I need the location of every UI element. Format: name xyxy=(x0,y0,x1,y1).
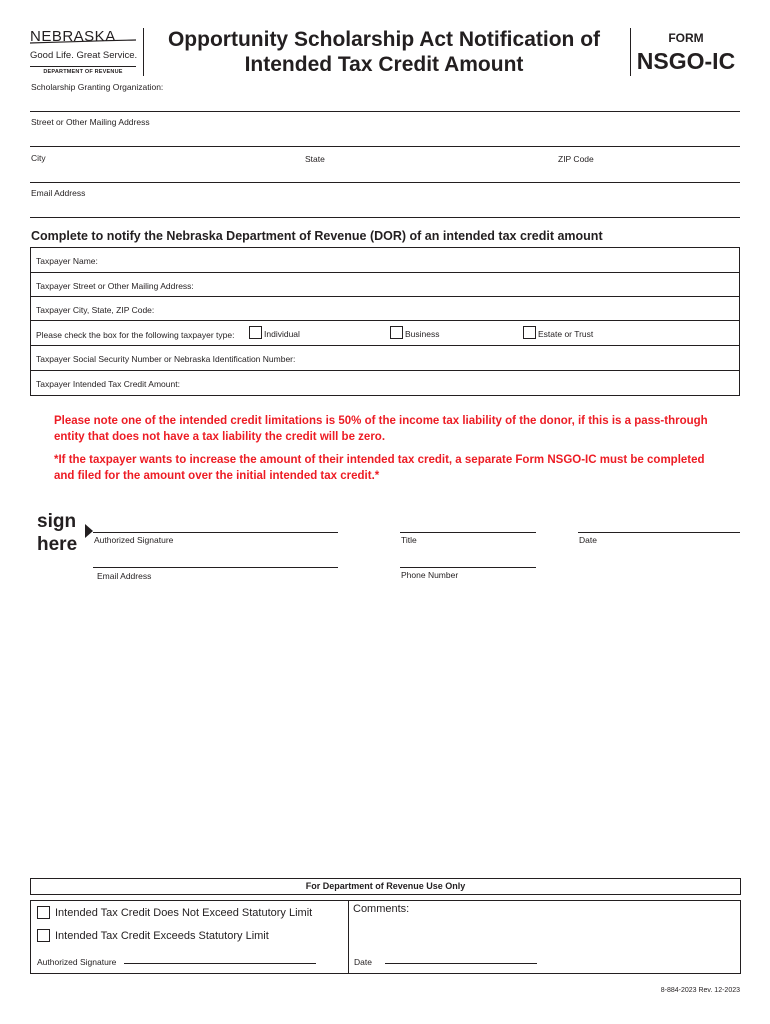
sgo-zip-label: ZIP Code xyxy=(558,154,594,164)
nebraska-logo xyxy=(28,28,138,78)
dor-use-divider xyxy=(348,900,349,974)
sgo-city-state-zip-field[interactable] xyxy=(30,182,740,183)
comments-label: Comments: xyxy=(353,903,410,915)
taxpayer-street-row[interactable] xyxy=(31,272,739,296)
date-field[interactable] xyxy=(578,532,740,533)
business-checkbox[interactable] xyxy=(390,326,403,339)
dor-date-field[interactable] xyxy=(385,963,537,964)
authorized-signature-label: Authorized Signature xyxy=(94,535,174,545)
not-exceed-limit-checkbox[interactable] xyxy=(37,906,50,919)
exceeds-limit-checkbox[interactable] xyxy=(37,929,50,942)
taxpayer-street-label: Taxpayer Street or Other Mailing Address: xyxy=(36,281,194,291)
taxpayer-amount-row[interactable] xyxy=(31,370,739,395)
sgo-street-field[interactable] xyxy=(30,146,740,147)
form-number: NSGO-IC xyxy=(636,48,736,74)
date-label: Date xyxy=(579,535,597,545)
dor-signature-label: Authorized Signature xyxy=(37,957,117,967)
sgo-name-field[interactable] xyxy=(30,111,740,112)
taxpayer-name-row[interactable] xyxy=(31,248,739,272)
logo-wordmark: NEBRASKA xyxy=(30,28,116,45)
section-heading: Complete to notify the Nebraska Department of Revenue (DOR) of an intended tax credit amount xyxy=(31,229,603,243)
taxpayer-type-label: Please check the box for the following taxpayer type: xyxy=(36,330,235,340)
header-divider-left xyxy=(143,28,144,76)
form-title-line1: Opportunity Scholarship Act Notification of xyxy=(167,28,601,51)
not-exceed-limit-label: Intended Tax Credit Does Not Exceed Statutory Limit xyxy=(55,907,313,919)
taxpayer-amount-label: Taxpayer Intended Tax Credit Amount: xyxy=(36,379,180,389)
taxpayer-ssn-row[interactable] xyxy=(31,345,739,369)
taxpayer-city-label: Taxpayer City, State, ZIP Code: xyxy=(36,305,155,315)
header-divider-right xyxy=(630,28,631,76)
form-label: FORM xyxy=(668,31,704,45)
estate-trust-checkbox[interactable] xyxy=(523,326,536,339)
sign-word: sign xyxy=(37,511,77,532)
estate-trust-label: Estate or Trust xyxy=(538,329,594,339)
individual-label: Individual xyxy=(264,329,300,339)
signer-email-label: Email Address xyxy=(97,571,152,581)
business-label: Business xyxy=(405,329,440,339)
phone-number-label: Phone Number xyxy=(401,570,459,580)
sgo-email-label: Email Address xyxy=(31,188,86,198)
logo-tagline: Good Life. Great Service. xyxy=(30,50,138,61)
taxpayer-city-row[interactable] xyxy=(31,296,739,320)
logo-swoosh-icon xyxy=(30,39,136,45)
exceeds-limit-label: Intended Tax Credit Exceeds Statutory Limit xyxy=(55,930,269,942)
dor-signature-field[interactable] xyxy=(124,963,316,964)
logo-department: DEPARTMENT OF REVENUE xyxy=(30,66,136,75)
taxpayer-name-label: Taxpayer Name: xyxy=(36,256,98,266)
sgo-state-label: State xyxy=(305,154,325,164)
form-title xyxy=(145,27,623,77)
taxpayer-ssn-label: Taxpayer Social Security Number or Nebraska Identification Number: xyxy=(36,354,296,364)
increase-credit-note: *If the taxpayer wants to increase the amount of their intended tax credit, a separate Form NSGO-IC must be completed and filed for the amount over the initial intended tax credit.* xyxy=(54,454,705,482)
here-word: here xyxy=(37,534,78,555)
sgo-city-label: City xyxy=(31,153,46,163)
form-revision-code: 8-884-2023 Rev. 12-2023 xyxy=(660,987,740,994)
form-title-line2: Intended Tax Credit Amount xyxy=(244,53,524,76)
sgo-email-field[interactable] xyxy=(30,217,740,218)
sign-here-label xyxy=(37,510,77,556)
sgo-street-label: Street or Other Mailing Address xyxy=(31,117,150,127)
individual-checkbox[interactable] xyxy=(249,326,262,339)
authorized-signature-field[interactable] xyxy=(93,532,338,533)
credit-limitation-note: Please note one of the intended credit limitations is 50% of the income tax liability of the donor, if this is a pass-through entity that does not have a tax liability the credit will be zero. xyxy=(54,415,708,443)
signer-email-field[interactable] xyxy=(93,567,338,568)
sign-arrow-icon xyxy=(85,524,93,538)
phone-number-field[interactable] xyxy=(400,567,536,568)
dor-use-header: For Department of Revenue Use Only xyxy=(30,878,741,895)
title-label: Title xyxy=(401,535,417,545)
dor-date-label: Date xyxy=(354,957,372,967)
title-field[interactable] xyxy=(400,532,536,533)
sgo-name-label: Scholarship Granting Organization: xyxy=(31,82,164,92)
taxpayer-type-row xyxy=(31,320,739,344)
taxpayer-info-table xyxy=(30,247,740,396)
